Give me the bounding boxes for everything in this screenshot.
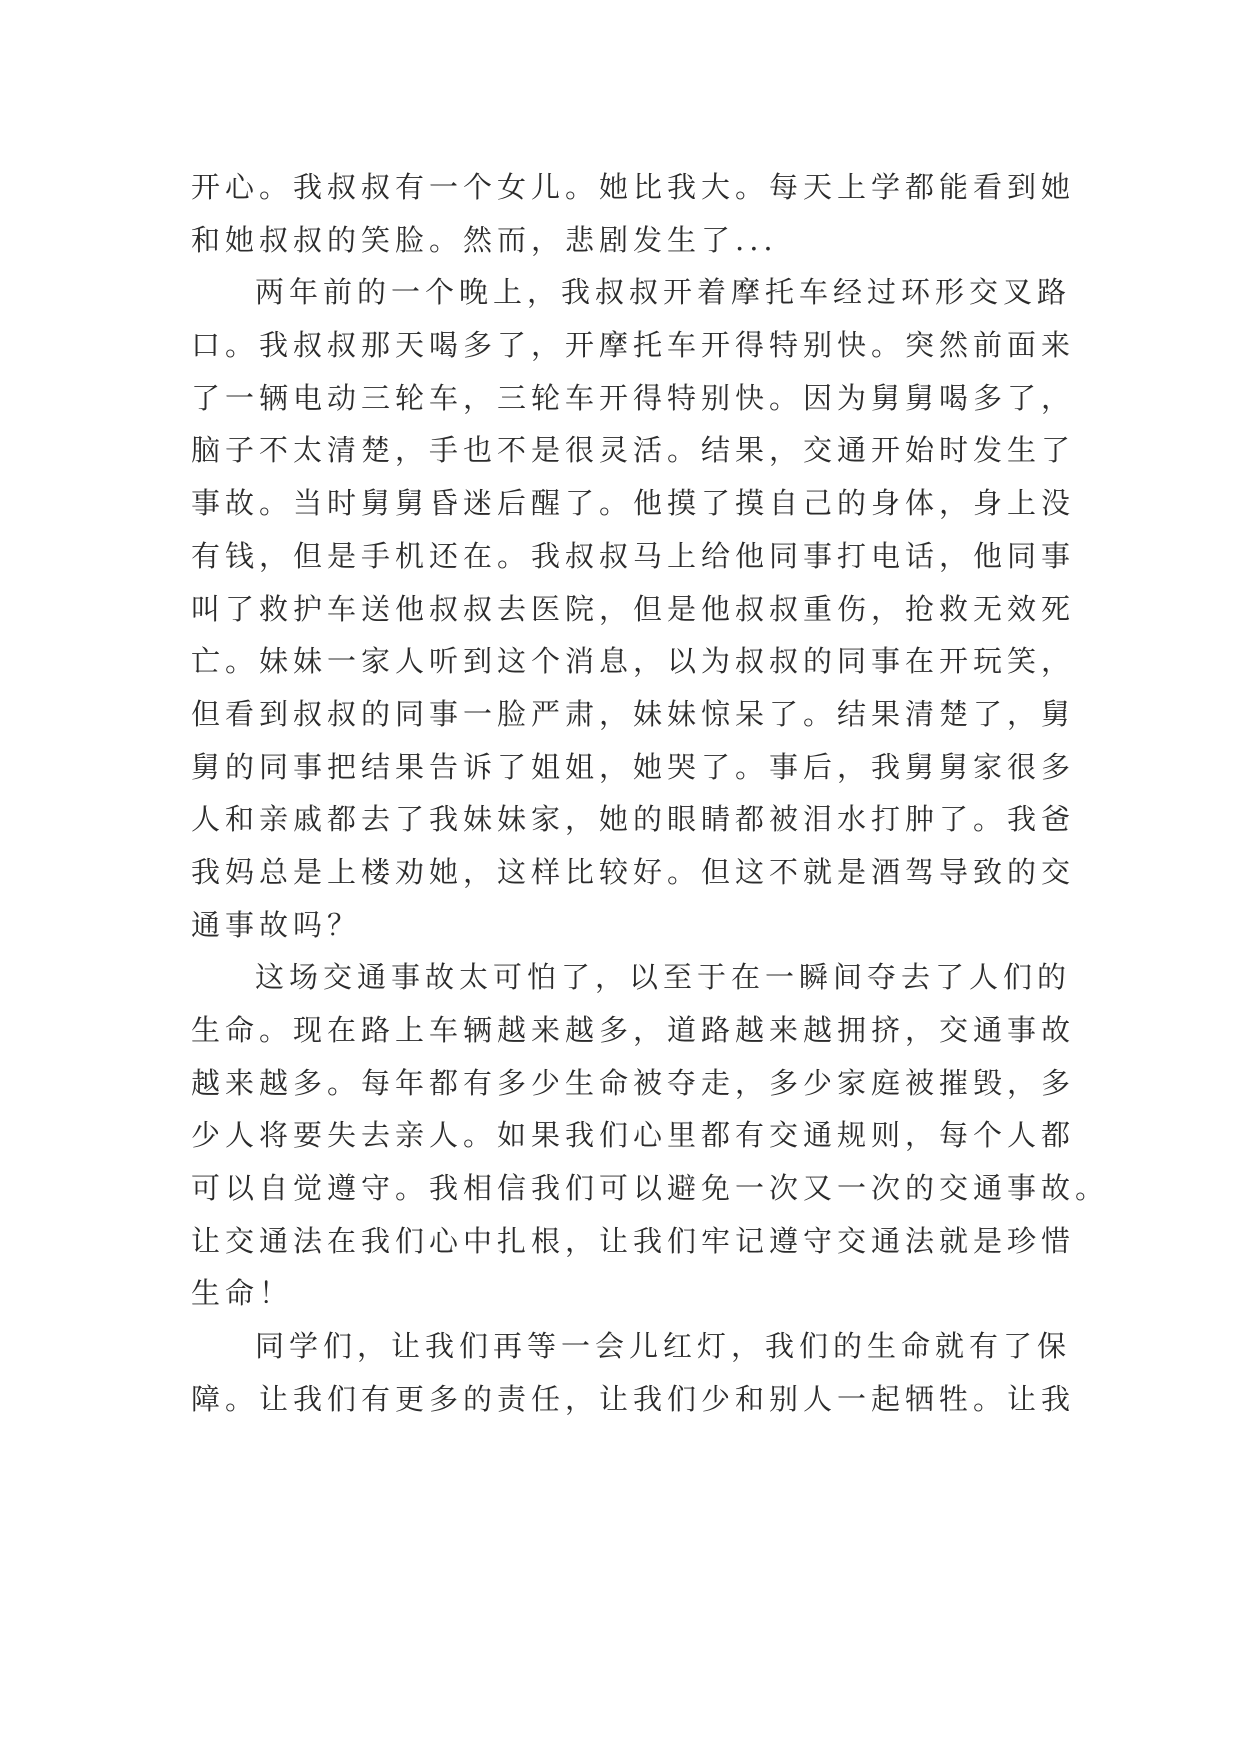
text-line: 生命。现在路上车辆越来越多，道路越来越拥挤，交通事故 [191,1013,1076,1047]
text-line: 和她叔叔的笑脸。然而，悲剧发生了... [191,222,778,257]
text-line: 少人将要失去亲人。如果我们心里都有交通规则，每个人都 [191,1118,1076,1153]
text-line: 生命！ [191,1276,294,1311]
text-line: 了一辆电动三轮车，三轮车开得特别快。因为舅舅喝多了， [191,380,1076,415]
text-line: 开心。我叔叔有一个女儿。她比我大。每天上学都能看到她 [191,170,1076,204]
document-body [191,161,1110,1426]
paragraph-first-line: 两年前的一个晚上，我叔叔开着摩托车经过环形交叉路 [255,275,1072,310]
text-line: 越来越多。每年都有多少生命被夺走，多少家庭被摧毁，多 [191,1065,1076,1100]
text-line: 舅的同事把结果告诉了姐姐，她哭了。事后，我舅舅家很多 [191,749,1076,784]
text-line: 口。我叔叔那天喝多了，开摩托车开得特别快。突然前面来 [191,328,1076,363]
text-line: 叫了救护车送他叔叔去医院，但是他叔叔重伤，抢救无效死 [191,591,1076,626]
text-line: 我妈总是上楼劝她，这样比较好。但这不就是酒驾导致的交 [191,854,1076,889]
text-line: 有钱，但是手机还在。我叔叔马上给他同事打电话，他同事 [191,538,1076,573]
text-line: 人和亲戚都去了我妹妹家，她的眼睛都被泪水打肿了。我爸 [191,802,1076,837]
text-line: 但看到叔叔的同事一脸严肃，妹妹惊呆了。结果清楚了，舅 [191,696,1076,731]
text-line: 事故。当时舅舅昏迷后醒了。他摸了摸自己的身体，身上没 [191,486,1076,521]
text-line: 亡。妹妹一家人听到这个消息，以为叔叔的同事在开玩笑， [191,644,1076,679]
text-line: 让交通法在我们心中扎根，让我们牢记遵守交通法就是珍惜 [191,1223,1076,1258]
text-line: 脑子不太清楚，手也不是很灵活。结果，交通开始时发生了 [191,433,1076,468]
text-line: 通事故吗？ [191,907,362,942]
paragraph-first-line: 这场交通事故太可怕了，以至于在一瞬间夺去了人们的 [255,960,1072,995]
text-line: 可以自觉遵守。我相信我们可以避免一次又一次的交通事故。 [191,1171,1110,1206]
text-line: 障。让我们有更多的责任，让我们少和别人一起牺牲。让我 [191,1381,1076,1416]
paragraph-first-line: 同学们，让我们再等一会儿红灯，我们的生命就有了保 [255,1329,1072,1364]
